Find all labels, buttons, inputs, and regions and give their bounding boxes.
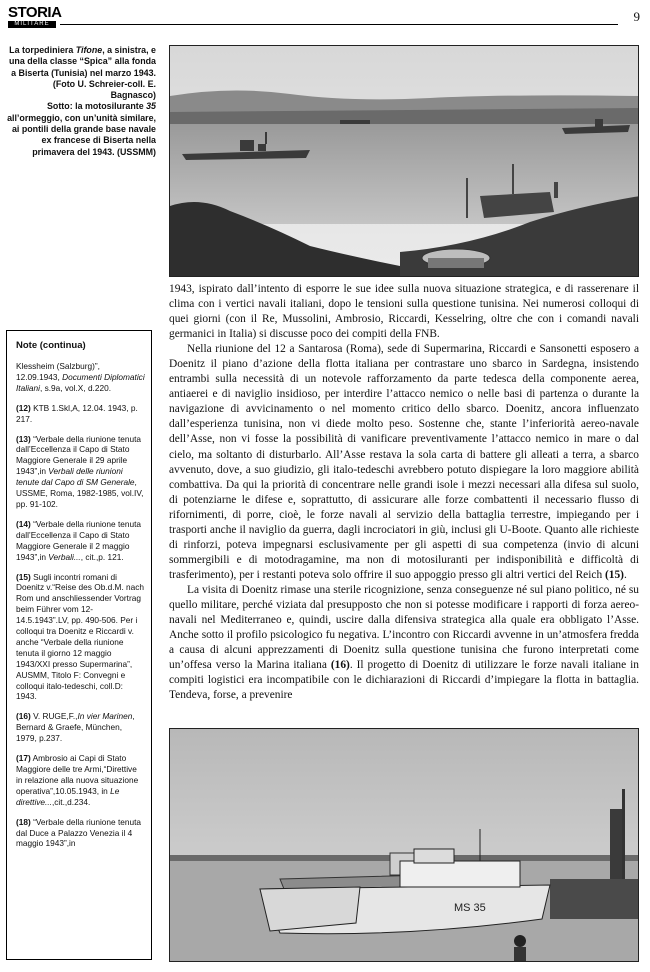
harbour-photo (169, 45, 639, 277)
page-number: 9 (633, 9, 640, 24)
note-text: Ambrosio ai Capi di Stato Maggiore delle tre Armi,“Direttive in relazione alla nuova situazione operativa”,10.05.1943, in (16, 753, 139, 796)
note-text: Klessheim (Salzburg)”, 12.09.1943, (16, 361, 100, 382)
article-body (169, 282, 639, 703)
magazine-logo (8, 4, 62, 28)
notes-list (16, 361, 145, 849)
note-title-italic: Verbali... (48, 551, 81, 562)
note-item (16, 711, 145, 744)
footnote-ref-16[interactable]: (16) (330, 659, 350, 672)
paragraph-1: 1943, ispirato dall’intento di esporre le sue idee sulla nuova situazione strategica, e di rasserenare il clima con i vertici navali italiani, dopo le tensioni sulla questione tunisina. Nei numerosi colloqui di quei giorni (con il Re, Mussolini, Ambrosio, Riccardi, Kesselring, oltre che con i comandi navali germanici in Italia) si discusse poco dei compiti della FNB. (169, 283, 639, 341)
note-title-italic: In vier Marinen (77, 711, 133, 722)
paragraph-2-text: Nella riunione del 12 a Santarosa (Roma), sede di Supermarina, Riccardi e Sansonetti esposero a Doenitz il piano d’azione della flotta italiana per contrastare uno sbarco in Sardegna, insistendo entrambi sulla necessità di un notevole rafforzamento da parte tedesca della componente aerea, antiaerei e di naviglio insidioso, per interdire l’attacco nemico o nelle basi di partenza o durante la navigazione di avvicinamento o nel momento critico dello sbarco. Doenitz, ancora influenzato dall’esperienza tunisina, non vi diede molto peso. Sostenne che, stante l’inferiorità aereo-navale dell’Asse, non vi fosse la possibilità di vanificare preventivamente l’attacco nemico in mare o dal cielo, ma soltanto di disturbarlo. All’Asse restava la sola carta di battere gli alleati a terra, a sbarco avvenuto, dove, a suo giudizio, gli italo-tedeschi avrebbero potuto dispiegare la loro maggiore abilità combattiva. Da qui la priorità di concentrare nelle grandi isole i mezzi necessari alla difesa sul suolo, di potenziarne le difese e, soprattutto, di assicurare alle forze combattenti il necessario flusso di rifornimenti, di porre, cioè, le forze navali al servizio della battaglia terrestre, impiegando per i trasporti anche il naviglio da guerra, dagli incrociatori in giù, inclusi gli U-Boote. Quanto alle richieste di rinforzi, poteva impegnarsi esclusivamente per gli aspetti di sua competenza (invio di alcuni sommergibili e di motodragamine, ma non di motosiluranti per indisponibilità e difficoltà di trasferimento), per i restanti poteva solo offrire il suo appoggio presso gli altri vertici del Reich (169, 343, 639, 581)
note-text-end: , Bernard & Graefe, München, 1979, p.237. (16, 711, 135, 744)
note-title-italic: Le direttive... (16, 785, 120, 807)
paragraph-3 (169, 583, 639, 703)
hull-marking: MS 35 (454, 902, 486, 914)
note-text-end: , cit.,p. 121. (80, 551, 124, 562)
note-item (16, 519, 145, 563)
note-number: (15) (16, 571, 31, 582)
note-text: “Verbale della riunione tenuta dall’Eccellenza il Capo di Stato Maggiore Generale il 29 aprile 1943”,in (16, 433, 142, 477)
header-rule (60, 24, 618, 25)
caption-boat-number: 35 (146, 101, 156, 112)
paragraph-2 (169, 342, 639, 583)
note-number: (13) (16, 433, 31, 444)
note-item (16, 361, 145, 394)
note-text-end: ,cit.,d.234. (51, 796, 91, 807)
caption-ship-name: Tifone (75, 45, 103, 55)
logo-subtitle: MILITARE (8, 21, 56, 28)
note-item (16, 817, 145, 850)
caption-text-2: Sotto: la motosilurante (47, 101, 147, 112)
notes-box (6, 330, 152, 960)
paragraph-3-end: . Il progetto di Doenitz di utilizzare le forze navali italiane in compiti logistici era incompatibile con le dichiarazioni di Riccardi d’impiegare la flotta in battaglia. Tendeva, forse, a prevenire (169, 659, 639, 702)
note-number: (17) (16, 753, 31, 764)
notes-title: Note (continua) (16, 340, 86, 351)
note-number: (14) (16, 518, 31, 529)
note-title-italic: Verbali delle riunioni tenute dal Capo di SM Generale (16, 466, 135, 488)
photo-caption (6, 45, 156, 158)
note-text: “Verbale della riunione tenuta dall’Eccellenza il Capo di Stato Maggiore Generale il 2 maggio 1943”,in (16, 518, 142, 562)
note-text-end: , s.9a, vol.X, d.220. (39, 382, 112, 393)
caption-text-2b: all’ormeggio, con un’unità similare, ai pontili della grande base navale ex francese di Biserta nella primavera del 1943. (USSMM) (7, 112, 156, 157)
torpedo-boat-photo (169, 728, 639, 962)
note-text: V. RUGE,F., (30, 711, 78, 722)
note-text: “Verbale della riunione tenuta dal Duce a Palazzo Venezia il 4 maggio 1943”,in (16, 816, 142, 849)
note-number: (12) (16, 402, 31, 413)
caption-text-1b: , a sinistra, e una della classe “Spica” alla fonda a Biserta (Tunisia) nel marzo 1943. (Foto U. Schreier-coll. E. Bagnasco) (9, 45, 156, 101)
note-item (16, 572, 145, 703)
note-item (16, 403, 145, 425)
note-number: (18) (16, 816, 31, 827)
note-number: (16) (16, 711, 31, 722)
note-text: KTB 1.Skl,A, 12.04. 1943, p. 217. (16, 402, 138, 424)
footnote-ref-15[interactable]: (15) (605, 568, 624, 581)
note-text: Sugli incontri romani di Doenitz v.“Reise des Ob.d.M. nach Rom und anschliessender Vortrag beim Führer vom 12-14.5.1943”.LV, pp. 490-506. Per i colloqui tra Doenitz e Riccardi v. anche “Verbale della riunione tenuta il giorno 12 maggio 1943/XXI presso Supermarina”, AUSMM, Titolo F: Convegni e colloqui italo-tedeschi, coll.D: 1943. (16, 571, 145, 702)
note-title-italic: Documenti Diplomatici Italiani (16, 371, 145, 393)
paragraph-3-text: La visita di Doenitz rimase una sterile ricognizione, senza conseguenze né sul piano politico, né su quello militare, perché viziata dal presupposto che non si potesse modificare i rapporti di forza aereo-navali nel Mediterraneo e, quindi, uscire dalla difensiva strategica alla quale era obbligato l’Asse. Anche sotto il profilo psicologico fu negativa. L’incontro con Riccardi avvenne in un’atmosfera fredda a causa di alcuni apprezzamenti di Doenitz sulla questione tunisina che furono interpretati come un’offesa verso la Marina italiana (169, 583, 639, 672)
page-header (8, 6, 642, 30)
paragraph-2-end: . (623, 568, 627, 581)
logo-title: STORIA (8, 4, 62, 21)
note-item (16, 434, 145, 510)
caption-text-1: La torpediniera (9, 45, 76, 55)
note-item (16, 753, 145, 808)
note-text-end: , USSME, Roma, 1982-1985, vol.IV, pp. 91-102. (16, 477, 144, 509)
